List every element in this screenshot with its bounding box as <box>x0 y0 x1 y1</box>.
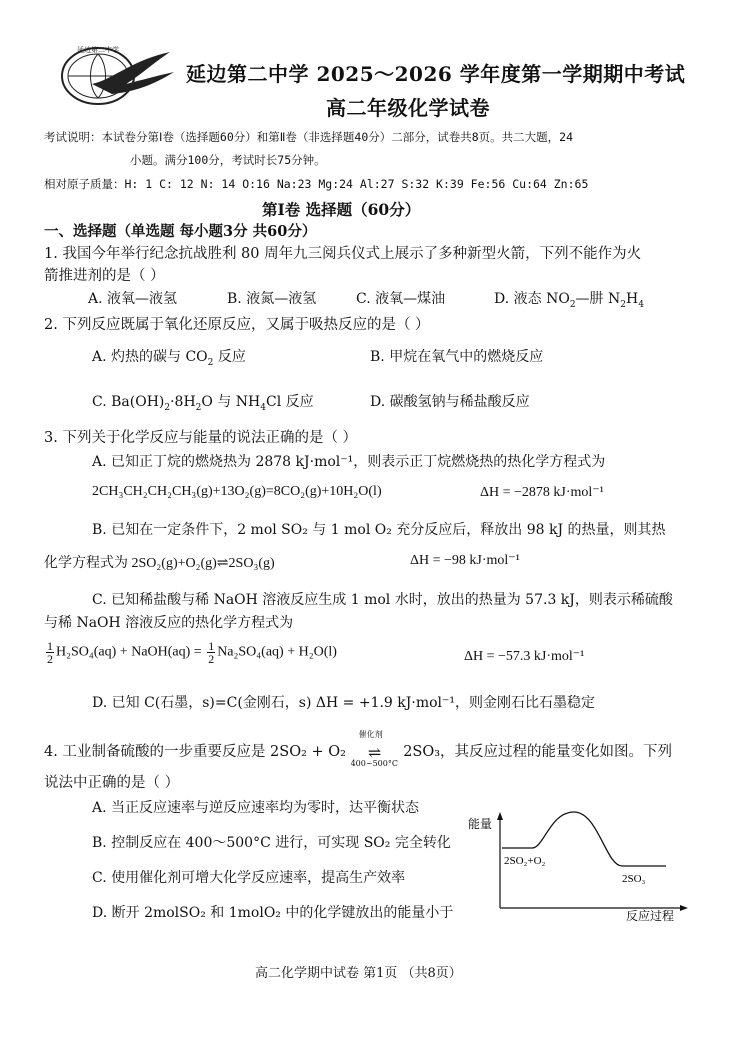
section-subtitle: 一、选择题（单选题 每小题3分 共60分） <box>44 223 317 240</box>
q3-option-b[interactable]: B. 已知在一定条件下，2 mol SO₂ 与 1 mol O₂ 充分反应后，释放出 98 kJ 的热量，则其热 <box>92 522 666 538</box>
q2-option-d[interactable]: D. 碳酸氢钠与稀盐酸反应 <box>370 394 530 410</box>
q3-b-enthalpy: ΔH = −98 kJ·mol⁻¹ <box>410 553 520 568</box>
q3-b-equation: 化学方程式为 2SO₂(g)+O₂(g)⇌2SO₃(g) <box>44 556 275 571</box>
product-label: 2SO₃ <box>622 873 646 885</box>
y-axis-label: 能量 <box>468 817 493 831</box>
q1-option-b[interactable]: B. 液氮—液氢 <box>227 291 317 307</box>
exam-note-line1: 考试说明：本试卷分第Ⅰ卷（选择题60分）和第Ⅱ卷（非选择题40分）二部分，试卷共8页。共二大题，24 <box>44 130 574 144</box>
q1-stem-line2: 箭推进剂的是（ ） <box>44 268 165 284</box>
q1-option-a[interactable]: A. 液氧—液氢 <box>88 291 178 307</box>
exam-subtitle: 高二年级化学试卷 <box>326 96 490 120</box>
q3-c-enthalpy: ΔH = −57.3 kJ·mol⁻¹ <box>464 649 585 664</box>
q3-stem: 3. 下列关于化学反应与能量的说法正确的是（ ） <box>44 430 358 446</box>
exam-note-line2: 小题。满分100分，考试时长75分钟。 <box>130 153 326 167</box>
logo-text: 延边第二中学 <box>77 46 119 54</box>
q3-option-d[interactable]: D. 已知 C(石墨，s)=C(金刚石，s) ΔH = +1.9 kJ·mol⁻¹，则金刚石比石墨稳定 <box>92 695 596 711</box>
q4-option-c[interactable]: C. 使用催化剂可增大化学反应速率，提高生产效率 <box>92 870 406 886</box>
page-footer: 高二化学期中试卷 第1页 （共8页） <box>255 966 462 981</box>
atomic-masses: 相对原子质量：H: 1 C: 12 N: 14 O:16 Na:23 Mg:24 Al:27 S:32 K:39 Fe:56 Cu:64 Zn:65 <box>44 177 589 191</box>
q1-stem-line1: 1. 我国今年举行纪念抗战胜利 80 周年九三阅兵仪式上展示了多种新型火箭，下列不能作为火 <box>44 246 642 262</box>
q3-option-a[interactable]: A. 已知正丁烷的燃烧热为 2878 kJ·mol⁻¹，则表示正丁烷燃烧热的热化学方程式为 <box>92 454 606 470</box>
school-logo <box>52 40 182 108</box>
x-axis-label: 反应过程 <box>626 909 675 923</box>
q4-option-a[interactable]: A. 当正反应速率与逆反应速率均为零时，达平衡状态 <box>92 800 420 816</box>
energy-diagram <box>466 808 702 924</box>
q2-option-b[interactable]: B. 甲烷在氧气中的燃烧反应 <box>370 349 544 365</box>
q3-c-equation: $\frac{1}{2}$ H₂SO₄(aq) + NaOH(aq) = $\frac{1}{2}$ Na₂SO₄(aq) + H₂O(l) <box>47 639 337 666</box>
q4-stem-line1: 4. 工业制备硫酸的一步重要反应是 2SO₂ + O₂ 催化剂 ⇌ 400~500°C 2SO₃，其反应过程的能量变化如图。下列 <box>44 729 673 768</box>
q4-option-d[interactable]: D. 断开 2molSO₂ 和 1molO₂ 中的化学键放出的能量小于 <box>92 905 454 921</box>
q1-option-d[interactable]: D. 液态 $NO_2—$肼 $N_2H_4$ <box>494 291 644 310</box>
section-title: 第Ⅰ卷 选择题（60分） <box>262 200 421 219</box>
q4-option-b[interactable]: B. 控制反应在 400～500°C 进行，可实现 SO₂ 完全转化 <box>92 835 451 851</box>
reactant-label: 2SO₂+O₂ <box>504 855 546 867</box>
reversible-arrow: 催化剂 ⇌ 400~500°C <box>350 729 398 768</box>
q2-stem: 2. 下列反应既属于氧化还原反应，又属于吸热反应的是（ ） <box>44 317 430 333</box>
q4-stem-line2: 说法中正确的是（ ） <box>44 775 180 791</box>
q3-option-c[interactable]: C. 已知稀盐酸与稀 NaOH 溶液反应生成 1 mol 水时，放出的热量为 57.3 kJ，则表示稀硫酸 <box>92 592 673 608</box>
q2-option-c[interactable]: C. $Ba(OH)_2\cdot 8H_2O$ 与 $NH_4Cl$ 反应 <box>92 394 314 413</box>
q3-a-equation: 2CH₃CH₂CH₂CH₃(g)+13O₂(g)=8CO₂(g)+10H₂O(l) <box>92 484 382 499</box>
q2-option-a[interactable]: A. 灼热的碳与 $CO_2$ 反应 <box>92 349 246 368</box>
q3-a-enthalpy: ΔH = −2878 kJ·mol⁻¹ <box>480 485 604 500</box>
exam-title: 延边第二中学 2025～2026 学年度第一学期期中考试 <box>186 62 686 86</box>
q3-c-text2: 与稀 NaOH 溶液反应的热化学方程式为 <box>44 615 294 631</box>
q1-option-c[interactable]: C. 液氧—煤油 <box>356 291 446 307</box>
